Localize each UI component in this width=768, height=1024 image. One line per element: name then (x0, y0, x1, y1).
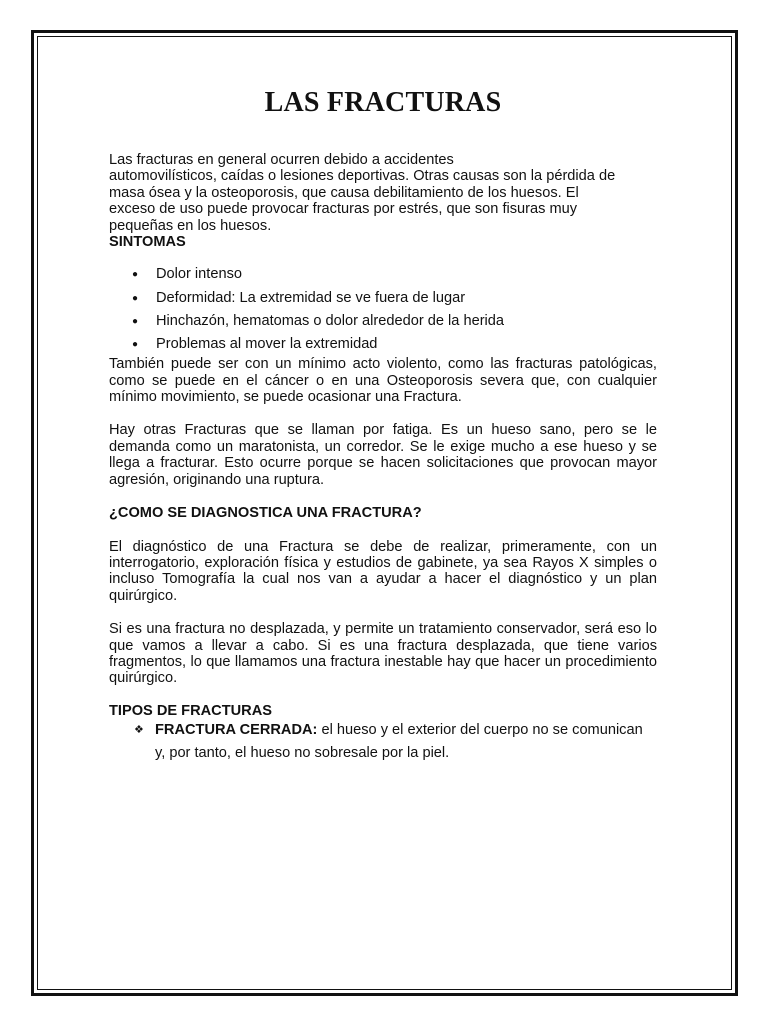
diagnosis-paragraph: El diagnóstico de una Fractura se debe de realizar, primeramente, con un interrogatorio, exploración física y estudios de gabinete, ya sea Rayos X simples o incluso Tomografía la cual nos van a ayudar a hacer el diagnóstico y un plan quirúrgico. (109, 538, 657, 604)
intro-line: masa ósea y la osteoporosis, que causa debilitamiento de los huesos. El (109, 184, 579, 201)
symptoms-list (109, 263, 657, 356)
intro-paragraph (109, 152, 657, 234)
bullet-icon: ● (132, 269, 139, 281)
list-item (109, 263, 657, 286)
treatment-paragraph: Si es una fractura no desplazada, y permite un tratamiento conservador, será eso lo que vamos a llevar a cabo. Si es una fractura desplazada, que tiene varios fragmentos, lo que llamamos una fractura inestable hay que hacer un procedimiento quirúrgico. (109, 621, 657, 687)
bullet-icon: ● (132, 339, 139, 351)
list-item (109, 333, 657, 356)
symptom-text: Hinchazón, hematomas o dolor alrededor de la herida (156, 312, 505, 329)
fatigue-paragraph: Hay otras Fracturas que se llaman por fatiga. Es un hueso sano, pero se le demanda como un maratonista, un corredor. Se le exige mucho a ese hueso y se llega a fracturar. Esto ocurre porque se hacen solicitaciones que provocan mayor agresión, originando una ruptura. (109, 422, 657, 488)
intro-line: Las fracturas en general ocurren debido a accidentes (109, 152, 454, 168)
paragraph-spacer (109, 687, 657, 703)
pathological-paragraph: También puede ser con un mínimo acto violento, como las fracturas patológicas, como se puede en el cáncer o en una Osteoporosis severa que, con cualquier mínimo movimiento, se puede ocasionar una Fractura. (109, 356, 657, 406)
symptom-text: Problemas al mover la extremidad (156, 336, 378, 353)
symptom-text: Dolor intenso (156, 266, 242, 283)
fracture-types-list (109, 719, 657, 764)
document-body (109, 86, 657, 764)
symptom-text: Deformidad: La extremidad se ve fuera de lugar (156, 289, 466, 306)
list-item (109, 719, 657, 764)
intro-line: pequeñas en los huesos. (109, 217, 272, 234)
paragraph-spacer (109, 488, 657, 505)
bullet-icon: ● (132, 292, 139, 304)
list-item (109, 287, 657, 310)
diamond-bullet-icon: ❖ (134, 724, 144, 737)
paragraph-spacer (109, 604, 657, 621)
intro-line: exceso de uso puede provocar fracturas por estrés, que son fisuras muy (109, 201, 578, 218)
bullet-icon: ● (132, 315, 139, 327)
types-heading: TIPOS DE FRACTURAS (109, 702, 272, 719)
paragraph-spacer (109, 405, 657, 422)
intro-line: automovilísticos, caídas o lesiones deportivas. Otras causas son la pérdida de (109, 168, 616, 185)
document-title: LAS FRACTURAS (264, 87, 502, 118)
diagnosis-heading: ¿COMO SE DIAGNOSTICA UNA FRACTURA? (109, 505, 422, 522)
fracture-type-description: el hueso y el exterior del cuerpo no se comunican y, por tanto, el hueso no sobresale por la piel. (155, 722, 643, 761)
symptoms-heading: SINTOMAS (109, 234, 186, 251)
list-item (109, 310, 657, 333)
paragraph-spacer (109, 522, 657, 539)
fracture-type-term: FRACTURA CERRADA: (155, 722, 318, 739)
